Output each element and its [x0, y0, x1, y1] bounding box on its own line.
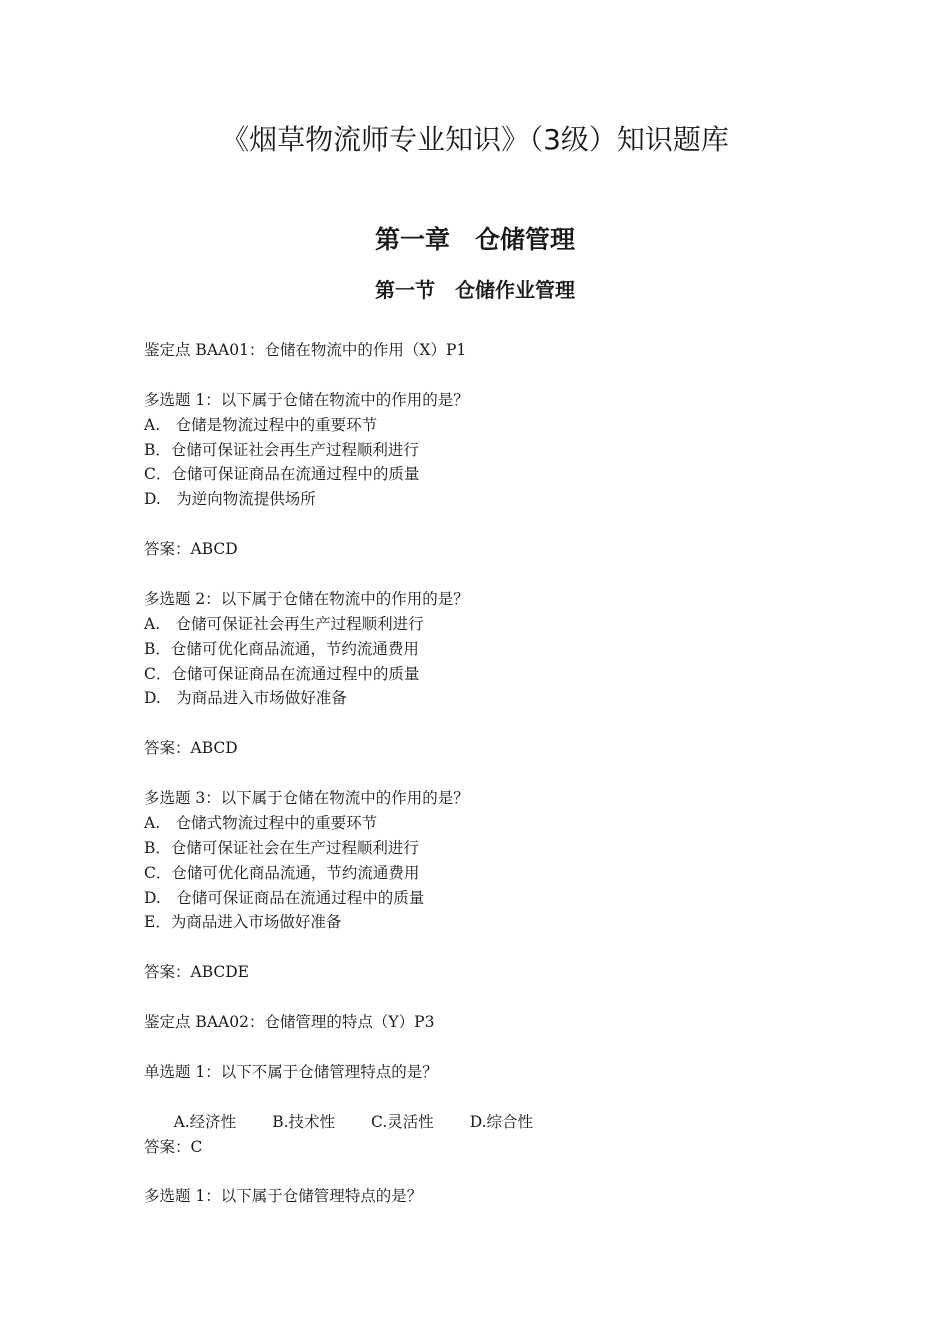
question-prompt: 多选题 1：以下属于仓储在物流中的作用的是？ — [144, 390, 469, 409]
question-option: A.经济性 — [173, 1112, 237, 1131]
question-option: A. 仓储式物流过程中的重要环节 — [144, 813, 378, 832]
question-answer: 答案：C — [144, 1137, 203, 1156]
question-prompt: 单选题 1：以下不属于仓储管理特点的是？ — [144, 1062, 438, 1081]
question-option: D.综合性 — [469, 1112, 534, 1131]
inline-options — [144, 1085, 844, 1131]
question-option: C．仓储可保证商品在流通过程中的质量 — [144, 465, 420, 484]
question-option: E．为商品进入市场做好准备 — [144, 913, 342, 932]
question-option: D. 仓储可保证商品在流通过程中的质量 — [144, 888, 425, 907]
question-option: B．仓储可保证社会再生产过程顺利进行 — [144, 440, 419, 459]
document-title: 《烟草物流师专业知识》（3级）知识题库 — [221, 123, 729, 156]
question-answer: 答案：ABCDE — [144, 963, 249, 982]
question-answer: 答案：ABCD — [144, 739, 238, 758]
assessment-point-header: 鉴定点 BAA02：仓储管理的特点（Y）P3 — [144, 1013, 435, 1032]
question-prompt: 多选题 3：以下属于仓储在物流中的作用的是？ — [144, 789, 469, 808]
assessment-point-header: 鉴定点 BAA01：仓储在物流中的作用（X）P1 — [144, 341, 467, 359]
question-option: B．仓储可优化商品流通，节约流通费用 — [144, 639, 419, 658]
question-option: D. 为商品进入市场做好准备 — [144, 689, 347, 708]
question-answer: 答案：ABCD — [144, 540, 238, 559]
chapter-title: 第一章 仓储管理 — [374, 225, 575, 254]
section-title: 第一节 仓储作业管理 — [375, 278, 575, 302]
question-bank-content — [144, 338, 844, 1209]
question-option: A. 仓储是物流过程中的重要环节 — [144, 415, 378, 434]
question-option: B.技术性 — [272, 1112, 336, 1131]
question-prompt: 多选题 1：以下属于仓储管理特点的是？ — [144, 1187, 423, 1206]
question-option: C．仓储可优化商品流通，节约流通费用 — [144, 863, 420, 882]
question-option: A. 仓储可保证社会再生产过程顺利进行 — [144, 614, 424, 633]
question-option: D. 为逆向物流提供场所 — [144, 490, 316, 509]
question-option: C.灵活性 — [371, 1112, 434, 1131]
question-option: B．仓储可保证社会在生产过程顺利进行 — [144, 838, 419, 857]
question-option: C．仓储可保证商品在流通过程中的质量 — [144, 664, 420, 683]
question-prompt: 多选题 2：以下属于仓储在物流中的作用的是？ — [144, 589, 469, 608]
